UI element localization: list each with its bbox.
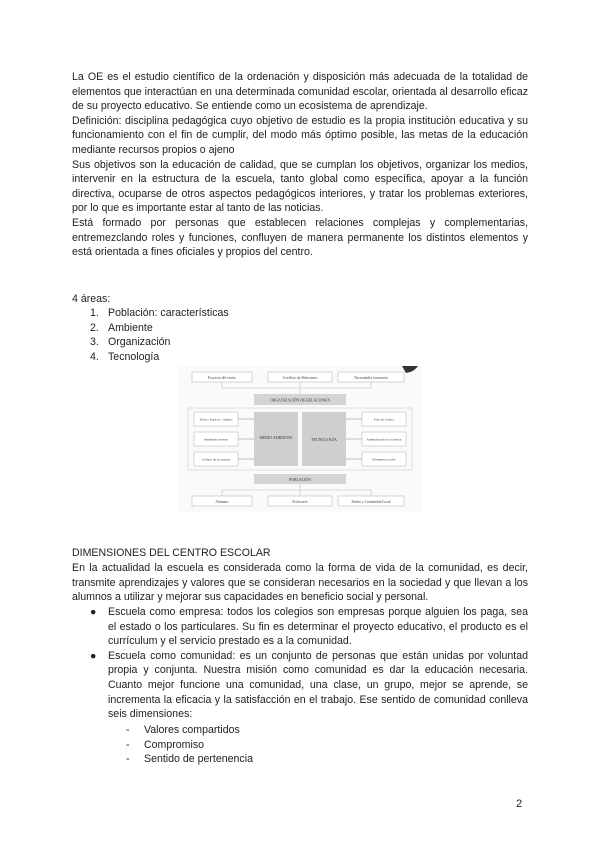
top-boxes [192, 372, 404, 382]
bottom-box-label: Padres y Comunidad Local [351, 500, 391, 504]
left-arrows [238, 419, 254, 459]
list-item: - Valores compartidos [126, 724, 240, 736]
intro-text [72, 70, 528, 260]
top-box-label: Necesidades formación [354, 376, 388, 380]
corner-mark [402, 366, 418, 373]
list-item: 2. Ambiente [90, 321, 153, 334]
bottom-box-label: Alumnos [215, 500, 229, 504]
right-arrows [346, 419, 362, 459]
top-box-label: Proyecto del centro [208, 376, 236, 380]
poblacion-label: POBLACIÓN [289, 478, 311, 482]
section-paragraph: En la actualidad la escuela es considerada como la forma de vida de la comunidad, es decir, transmite aprendizajes y valores que se consideran necesarios en la sociedad y que llevan a los alumnos a utilizar y mejorar sus capacidades en beneficio social y personal. [72, 562, 528, 604]
list-item: 1. Población: características [90, 307, 229, 319]
left-box-label: Cultura de la escuela [201, 457, 231, 462]
tecnologia-label: TECNOLOGÍA [311, 437, 337, 442]
objectives-paragraph: Sus objetivos son la educación de calidad, que se cumplan los objetivos, organizar los medios, intervenir en la estructura de la escuela, tanto global como específica, apoyar a la función directiva, ocuparse de otros aspectos pedagógicos interiores, y tratar los problemas exteriores, por lo que es importante estar al tanto de las noticias. [72, 158, 528, 215]
list-item: 3. Organización [90, 336, 171, 349]
definition-paragraph: Definición: disciplina pedagógica cuyo objetivo de estudio es la propia institución educativa y su funcionamiento con el fin de cumplir, del modo más óptimo posible, las metas de la educación mediante recursos propios o ajeno [72, 114, 528, 156]
section-heading: DIMENSIONES DEL CENTRO ESCOLAR [72, 547, 271, 559]
composition-paragraph: Está formado por personas que establecen relaciones complejas y complementarias, entremezclando roles y funciones, confluyen de manera permanente los distintos elementos y está orientada a fines oficiales y propios del centro. [72, 216, 528, 259]
list-item: ● Escuela como empresa: todos los colegios son empresas porque alguien los paga, sea el estado o los particulares. Su fin es determinar el proyecto educativo, el producto es el currículum y el servicio prestado es a la comunidad. [90, 606, 528, 648]
right-box-label: Elementos reales [372, 457, 396, 462]
top-connectors [222, 382, 371, 394]
left-boxes [194, 412, 238, 466]
areas-list [90, 306, 229, 364]
intro-paragraph: La OE es el estudio científico de la ordenación y disposición más adecuada de la totalidad de elementos que interactúan en una determinada comunidad escolar, orientada al desarrollo eficaz de su proyecto educativo. Se entiende como un ecosistema de aprendizaje. [72, 71, 528, 113]
right-box-label: Plan de Centro [373, 417, 395, 422]
dimensions-list [126, 723, 253, 767]
list-item: ● Escuela como comunidad: es un conjunto de personas que están unidas por voluntad propia y conjunta. Nuestra misión como comunidad es dar la educación necesaria. Cuanto mejor funcione una comunidad, una clase, un grupo, mejor se aprende, se incrementa la eficacia y la satisfacción en el trabajo. Ese sentido de comunidad conlleva seis dimensiones: [90, 649, 528, 721]
org-header-label: ORGANIZACIÓN DE RELACIONES [270, 398, 330, 403]
left-box-label: Físico: Espacio / tiempo [199, 417, 233, 422]
list-item: - Compromiso [126, 738, 205, 751]
bottom-box-label: Profesores [292, 500, 308, 504]
left-box-label: Ambiente externo [203, 437, 229, 442]
list-item: - Sentido de pertenencia [126, 753, 253, 766]
organization-diagram [178, 366, 422, 512]
right-boxes [362, 412, 406, 466]
top-box-label: Conflicto de Relaciones [282, 376, 318, 380]
bottom-boxes [192, 496, 404, 506]
areas-title: 4 áreas: [72, 293, 111, 305]
list-item: 4. Tecnología [90, 350, 160, 363]
right-box-label: Administración y Gestión [366, 437, 402, 442]
bullet-list [72, 605, 528, 722]
medio-ambiente-label: MEDIO AMBIENTE [259, 436, 293, 440]
page-number: 2 [516, 798, 523, 810]
bottom-connectors [222, 484, 371, 496]
